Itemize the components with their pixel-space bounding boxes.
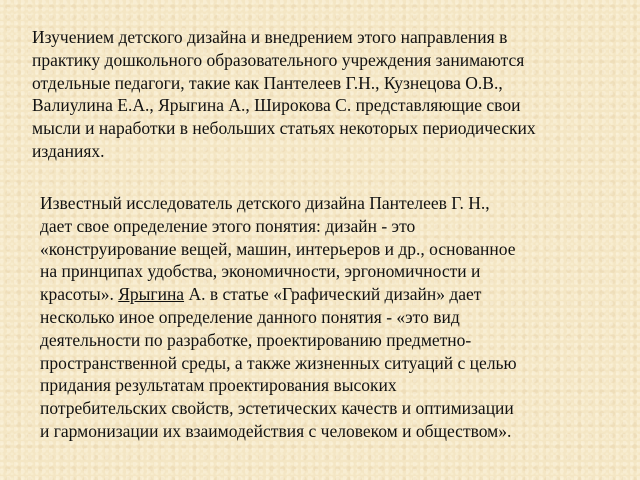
text-line: потребительских свойств, эстетических качеств и оптимизации: [40, 398, 514, 419]
intro-paragraph: [32, 26, 536, 163]
text-line: пространственной среды, а также жизненных ситуаций с целью: [40, 352, 517, 373]
text-line: изданиях.: [32, 140, 105, 161]
text-line: практику дошкольного образовательного учреждения занимаются: [32, 49, 525, 70]
text-line: Изучением детского дизайна и внедрением этого направления в: [32, 27, 508, 47]
line-text-before-link: красоты».: [40, 284, 119, 305]
line-text-after-link: А. в статье «Графический дизайн» дает: [184, 284, 482, 305]
text-line: придания результатам проектирования высоких: [40, 375, 397, 396]
text-line: мысли и наработки в небольших статьях некоторых периодических: [32, 118, 536, 139]
text-line: отдельные педагоги, такие как Пантелеев Г.Н., Кузнецова О.В.,: [32, 72, 503, 93]
text-line: деятельности по разработке, проектированию предметно-: [40, 329, 472, 350]
text-line: Валиулина Е.А., Ярыгина А., Широкова С. представляющие свои: [32, 95, 521, 116]
text-line: Известный исследователь детского дизайна Пантелеев Г. Н.,: [40, 193, 490, 213]
text-line: «конструирование вещей, машин, интерьеров и др., основанное: [40, 238, 516, 259]
text-line: дает свое определение этого понятия: дизайн - это: [40, 215, 416, 236]
author-link-yarygina[interactable]: Ярыгина: [118, 284, 185, 305]
text-line: несколько иное определение данного понятия - «это вид: [40, 306, 460, 327]
text-line: и гармонизации их взаимодействия с человеком и обществом».: [40, 420, 512, 441]
text-line: на принципах удобства, экономичности, эргономичности и: [40, 261, 481, 282]
definition-paragraph: [40, 192, 517, 443]
text-line-with-link: [40, 283, 517, 306]
